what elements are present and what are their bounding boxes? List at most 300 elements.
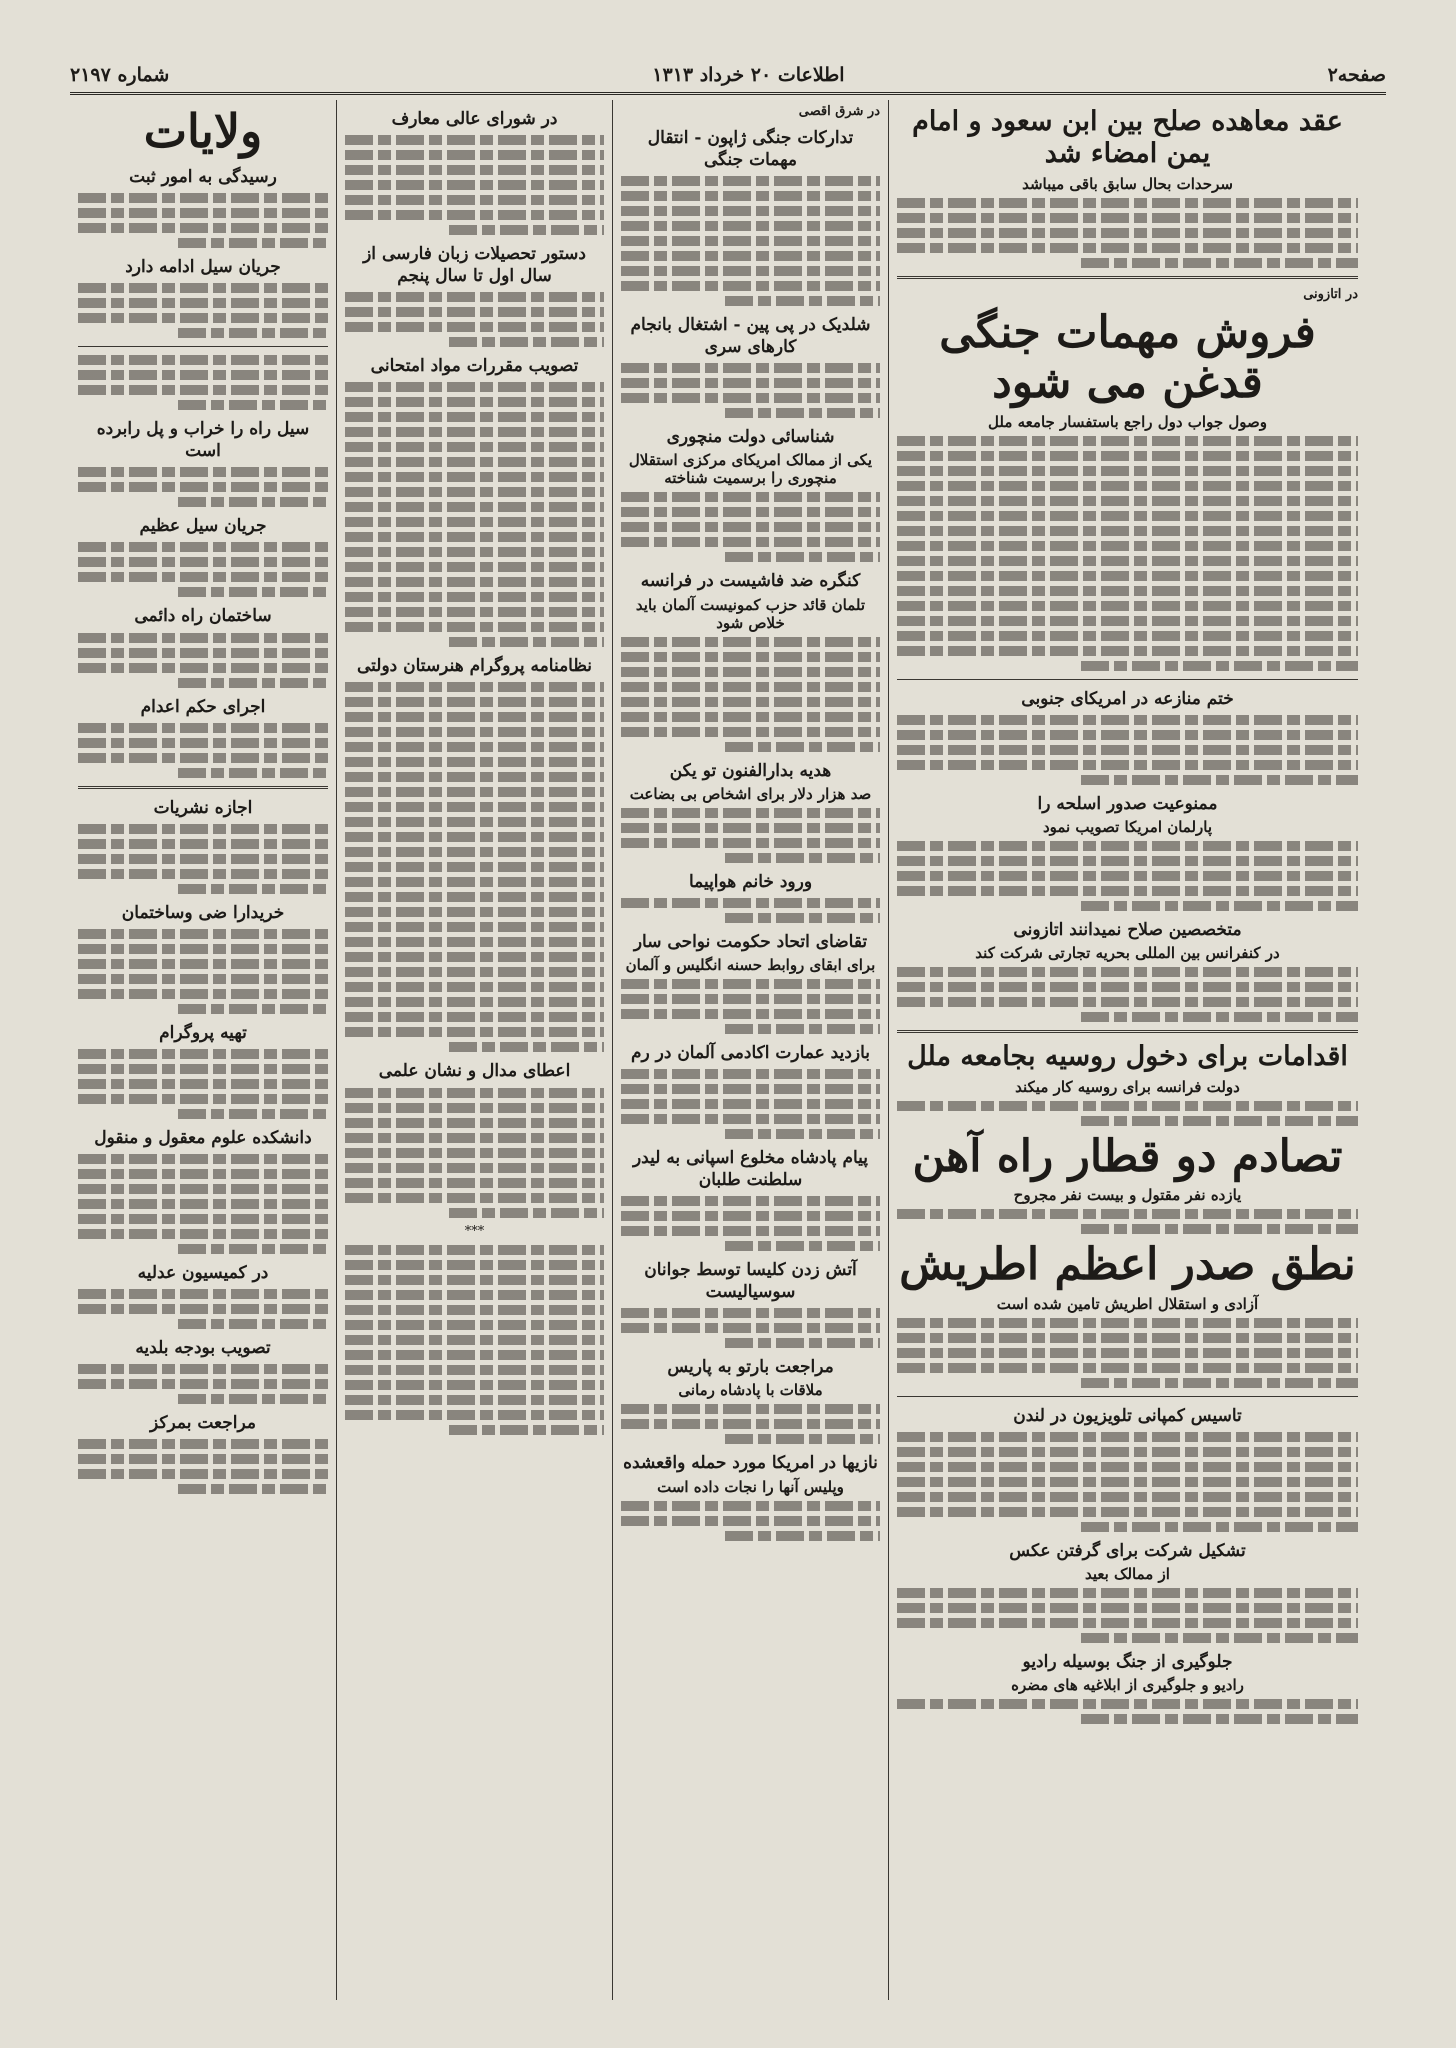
text-line xyxy=(897,997,1358,1007)
text-line xyxy=(621,1226,880,1236)
text-line xyxy=(897,1333,1358,1343)
text-line xyxy=(345,982,604,992)
text-line xyxy=(345,412,604,422)
text-line xyxy=(78,283,328,293)
text-line xyxy=(897,856,1358,866)
text-line xyxy=(345,1027,604,1037)
headline-nazis-america: نازیها در امریکا مورد حمله واقعشده xyxy=(623,1453,878,1474)
text-line xyxy=(78,467,328,477)
text-line xyxy=(78,723,328,733)
text-line xyxy=(345,1163,604,1173)
text-line xyxy=(78,648,328,658)
text-line xyxy=(78,572,328,582)
text-line xyxy=(78,1094,328,1104)
text-line xyxy=(178,400,328,410)
text-line xyxy=(725,296,880,306)
headline-persian-curriculum: دستور تحصیلات زبان فارسی از سال اول تا سال پنجم xyxy=(363,244,586,287)
text-line xyxy=(345,697,604,707)
text-line xyxy=(78,824,328,834)
headline-arms-export: ممنوعیت صدور اسلحه را xyxy=(1037,794,1218,815)
headline-south-america: ختم منازعه در امریکای جنوبی xyxy=(1021,688,1234,709)
text-line xyxy=(178,884,328,894)
text-line xyxy=(78,663,328,673)
text-line xyxy=(725,913,880,923)
headline-justice-commission: در کمیسیون عدلیه xyxy=(137,1263,269,1284)
text-line xyxy=(897,841,1358,851)
section-separator: *** xyxy=(464,1223,485,1239)
text-line xyxy=(897,496,1358,506)
headline-land-purchase: خریدارا ضی وساختمان xyxy=(121,902,285,923)
text-line xyxy=(621,363,880,373)
text-line xyxy=(178,1394,328,1404)
text-line xyxy=(725,552,880,562)
text-line xyxy=(725,742,880,752)
text-line xyxy=(1081,1378,1358,1388)
text-line xyxy=(621,281,880,291)
subhead-manchukuo: یکی از ممالک امریکای مرکزی استقلال منچوری را برسمیت شناخته xyxy=(628,451,873,488)
text-line xyxy=(621,1211,880,1221)
text-line xyxy=(78,974,328,984)
headline-execution: اجرای حکم اعدام xyxy=(140,696,266,717)
headline-municipal-budget: تصویب بودجه بلدیه xyxy=(135,1338,271,1359)
text-line xyxy=(78,557,328,567)
column-3 xyxy=(336,100,612,2000)
text-line xyxy=(897,1318,1358,1328)
text-line xyxy=(345,1275,604,1285)
text-line xyxy=(345,1178,604,1188)
headline-radio-war: جلوگیری از جنگ بوسیله رادیو xyxy=(1022,1652,1233,1673)
text-line xyxy=(345,517,604,527)
text-line xyxy=(345,1320,604,1330)
headline-rome-academy: بازدید عمارت اکادمی آلمان در رم xyxy=(630,1042,871,1063)
text-line xyxy=(345,862,604,872)
kicker-far-east: در شرق اقصی xyxy=(798,104,880,119)
subhead-arms-sales: وصول جواب دول راجع باستفسار جامعه ملل xyxy=(988,412,1267,431)
text-line xyxy=(621,697,880,707)
subhead-barthou: ملاقات با پادشاه رمانی xyxy=(678,1381,823,1400)
text-line xyxy=(78,1439,328,1449)
headline-permanent-road: ساختمان راه دائمی xyxy=(134,606,272,627)
text-line xyxy=(897,213,1358,223)
page-label: صفحه۲ xyxy=(1327,64,1386,86)
text-line xyxy=(621,1308,880,1318)
text-line xyxy=(897,631,1358,641)
text-line xyxy=(345,1133,604,1143)
text-line xyxy=(897,730,1358,740)
text-line xyxy=(345,1103,604,1113)
text-line xyxy=(178,587,328,597)
text-line xyxy=(621,1419,880,1429)
text-line xyxy=(345,502,604,512)
text-line xyxy=(78,1199,328,1209)
text-line xyxy=(621,492,880,502)
text-line xyxy=(345,135,604,145)
text-line xyxy=(78,1469,328,1479)
headline-return-capital: مراجعت بمرکز xyxy=(150,1413,256,1434)
text-line xyxy=(449,637,604,647)
text-line xyxy=(345,787,604,797)
text-line xyxy=(345,1148,604,1158)
headline-saudi-yemen: عقد معاهده صلح بین ابن سعود و امام یمن امضاء شد xyxy=(912,106,1343,170)
subhead-train-collision: یازده نفر مقتول و بیست نفر مجروح xyxy=(1013,1186,1242,1205)
text-line xyxy=(78,1064,328,1074)
subhead-nazis-america: وپلیس آنها را نجات داده است xyxy=(657,1477,844,1496)
text-line xyxy=(897,541,1358,551)
text-line xyxy=(345,997,604,1007)
text-line xyxy=(1081,1116,1358,1126)
headline-education-council: در شورای عالی معارف xyxy=(391,109,558,129)
text-line xyxy=(621,507,880,517)
text-line xyxy=(621,898,880,908)
text-line xyxy=(621,236,880,246)
text-line xyxy=(345,1410,604,1420)
text-line xyxy=(345,802,604,812)
text-line xyxy=(345,210,604,220)
text-line xyxy=(345,1118,604,1128)
text-line xyxy=(621,652,880,662)
paper-date: اطلاعات ۲۰ خرداد ۱۳۱۳ xyxy=(652,64,845,86)
text-line xyxy=(178,768,328,778)
text-line xyxy=(345,577,604,587)
text-line xyxy=(345,757,604,767)
text-line xyxy=(345,1395,604,1405)
text-line xyxy=(621,537,880,547)
text-line xyxy=(1081,258,1358,268)
text-line xyxy=(897,967,1358,977)
text-line xyxy=(621,378,880,388)
headline-manchukuo: شناسائی دولت منچوری xyxy=(666,427,835,448)
headline-church-fire: آتش زدن کلیسا توسط جوانان سوسیالیست xyxy=(644,1260,857,1303)
text-line xyxy=(1081,901,1358,911)
text-line xyxy=(345,427,604,437)
text-line xyxy=(621,221,880,231)
text-line xyxy=(621,1501,880,1511)
text-line xyxy=(345,292,604,302)
subhead-arms-export: پارلمان امریکا تصویب نمود xyxy=(1042,818,1213,837)
text-line xyxy=(897,228,1358,238)
headline-experts: متخصصین صلاح نمیدانند اتازونی xyxy=(1013,920,1242,941)
text-line xyxy=(897,1618,1358,1628)
text-line xyxy=(345,847,604,857)
text-line xyxy=(621,1516,880,1526)
subhead-saar: برای ابقای روابط حسنه انگلیس و آلمان xyxy=(625,955,876,974)
text-line xyxy=(621,191,880,201)
text-line xyxy=(621,838,880,848)
text-line xyxy=(78,1184,328,1194)
text-line xyxy=(621,206,880,216)
text-line xyxy=(178,1484,328,1494)
text-line xyxy=(897,481,1358,491)
text-line xyxy=(621,1114,880,1124)
divider xyxy=(897,1030,1358,1033)
text-line xyxy=(345,1350,604,1360)
text-line xyxy=(725,408,880,418)
text-line xyxy=(1081,775,1358,785)
text-line xyxy=(621,1084,880,1094)
issue-number: شماره ۲۱۹۷ xyxy=(70,64,170,86)
text-line xyxy=(345,1365,604,1375)
divider xyxy=(897,276,1358,279)
text-line xyxy=(1081,1224,1358,1234)
text-line xyxy=(621,979,880,989)
text-line xyxy=(345,442,604,452)
subhead-russia-league: دولت فرانسه برای روسیه کار میکند xyxy=(1015,1077,1240,1096)
text-line xyxy=(345,1290,604,1300)
headline-japan-arms: تدارکات جنگی ژاپون - انتقال مهمات جنگی xyxy=(647,128,854,171)
text-line xyxy=(621,712,880,722)
text-line xyxy=(78,753,328,763)
text-line xyxy=(621,251,880,261)
text-line xyxy=(345,1260,604,1270)
text-line xyxy=(345,532,604,542)
text-line xyxy=(897,1507,1358,1517)
divider xyxy=(78,346,328,347)
subhead-austria-speech: آزادی و استقلال اطریش تامین شده است xyxy=(996,1294,1259,1313)
text-line xyxy=(345,322,604,332)
text-line xyxy=(78,1229,328,1239)
text-line xyxy=(78,929,328,939)
kicker-usa: در اتازونی xyxy=(1303,286,1358,302)
text-line xyxy=(345,195,604,205)
text-line xyxy=(78,1214,328,1224)
headline-exam-rules: تصویب مقررات مواد امتحانی xyxy=(370,356,579,377)
text-line xyxy=(345,607,604,617)
text-line xyxy=(897,886,1358,896)
column-1 xyxy=(888,100,1366,2000)
text-line xyxy=(449,337,604,347)
text-line xyxy=(897,1462,1358,1472)
text-line xyxy=(897,1447,1358,1457)
text-line xyxy=(897,526,1358,536)
section-title-provinces: ولایات xyxy=(143,104,263,158)
text-line xyxy=(78,1049,328,1059)
headline-antifascist: کنگره ضد فاشیست در فرانسه xyxy=(640,571,861,592)
text-line xyxy=(725,1434,880,1444)
text-line xyxy=(621,266,880,276)
headline-spain-king: پیام پادشاه مخلوع اسپانی به لیدر سلطنت طلبان xyxy=(632,1147,869,1191)
subhead-radio-war: رادیو و جلوگیری از ابلاغیه های مضره xyxy=(1011,1676,1244,1695)
text-line xyxy=(621,176,880,186)
text-line xyxy=(621,994,880,1004)
text-line xyxy=(178,1319,328,1329)
text-line xyxy=(1081,1012,1358,1022)
text-line xyxy=(621,393,880,403)
text-line xyxy=(621,637,880,647)
subhead-antifascist: تلمان قائد حزب کمونیست آلمان باید خلاص شود xyxy=(635,595,866,632)
text-line xyxy=(897,198,1358,208)
text-line xyxy=(78,313,328,323)
text-line xyxy=(897,451,1358,461)
headline-saar: تقاضای اتحاد حکومت نواحی سار xyxy=(633,931,868,952)
text-line xyxy=(345,457,604,467)
text-line xyxy=(1081,661,1358,671)
text-line xyxy=(897,760,1358,770)
text-line xyxy=(78,193,328,203)
text-line xyxy=(345,1193,604,1203)
headline-television: تاسیس کمپانی تلویزیون در لندن xyxy=(1013,1405,1242,1426)
text-line xyxy=(621,1069,880,1079)
text-line xyxy=(345,592,604,602)
text-line xyxy=(345,1245,604,1255)
text-line xyxy=(725,1241,880,1251)
text-line xyxy=(621,808,880,818)
text-line xyxy=(345,922,604,932)
text-line xyxy=(345,727,604,737)
text-line xyxy=(345,952,604,962)
text-line xyxy=(897,1101,1358,1111)
text-line xyxy=(345,967,604,977)
divider xyxy=(897,1396,1358,1397)
text-line xyxy=(449,1042,604,1052)
text-line xyxy=(178,1109,328,1119)
text-line xyxy=(345,682,604,692)
text-line xyxy=(178,1244,328,1254)
text-line xyxy=(725,1531,880,1541)
text-line xyxy=(78,482,328,492)
text-line xyxy=(897,1363,1358,1373)
headline-arms-sales: فروش مهمات جنگی قدغن می شود xyxy=(939,306,1316,409)
headline-art-school: نظامنامه پروگرام هنرستان دولتی xyxy=(356,656,593,677)
subhead-photo-company: از ممالک بعید xyxy=(1085,1565,1170,1584)
text-line xyxy=(345,397,604,407)
headline-aviatrix: ورود خانم هواپیما xyxy=(688,871,813,892)
text-line xyxy=(345,1380,604,1390)
subhead-saudi-yemen: سرحدات بحال سابق باقی میباشد xyxy=(1022,174,1233,193)
text-line xyxy=(345,622,604,632)
text-line xyxy=(897,1699,1358,1709)
subhead-experts: در کنفرانس بین المللی بحریه تجارتی شرکت کند xyxy=(975,944,1280,963)
text-line xyxy=(449,225,604,235)
headline-peiping: شلدیک در پی پین - اشتغال بانجام کارهای سری xyxy=(630,315,871,358)
text-line xyxy=(78,385,328,395)
headline-barthou: مراجعت بارتو به پاریس xyxy=(667,1357,834,1378)
text-line xyxy=(178,678,328,688)
text-line xyxy=(345,877,604,887)
text-line xyxy=(1081,1714,1358,1724)
text-line xyxy=(345,562,604,572)
headline-great-flood: جریان سیل عظیم xyxy=(139,516,267,537)
text-line xyxy=(345,1305,604,1315)
text-line xyxy=(897,601,1358,611)
text-line xyxy=(78,1154,328,1164)
text-line xyxy=(1081,1633,1358,1643)
divider xyxy=(78,786,328,789)
text-line xyxy=(78,1379,328,1389)
text-line xyxy=(345,1088,604,1098)
text-line xyxy=(897,586,1358,596)
text-line xyxy=(621,1099,880,1109)
text-line xyxy=(78,944,328,954)
headline-science-medal: اعطای مدال و نشان علمی xyxy=(378,1061,571,1082)
text-line xyxy=(345,817,604,827)
text-line xyxy=(178,328,328,338)
text-line xyxy=(897,436,1358,446)
text-line xyxy=(345,487,604,497)
headline-theology-faculty: دانشکده علوم معقول و منقول xyxy=(94,1127,312,1148)
text-line xyxy=(78,223,328,233)
text-line xyxy=(78,869,328,879)
text-line xyxy=(345,1335,604,1345)
text-line xyxy=(897,571,1358,581)
text-line xyxy=(897,1432,1358,1442)
column-2 xyxy=(612,100,888,2000)
text-line xyxy=(78,839,328,849)
headline-tokyo-gift: هدیه بدارالفنون تو یکن xyxy=(669,760,832,781)
text-line xyxy=(78,355,328,365)
headline-austria-speech: نطق صدر اعظم اطریش xyxy=(899,1239,1356,1291)
subhead-tokyo-gift: صد هزار دلار برای اشخاص بی بضاعت xyxy=(629,784,872,803)
text-line xyxy=(78,633,328,643)
text-line xyxy=(1081,1522,1358,1532)
text-line xyxy=(78,738,328,748)
text-line xyxy=(897,1477,1358,1487)
text-line xyxy=(621,682,880,692)
text-line xyxy=(897,646,1358,656)
text-line xyxy=(78,854,328,864)
text-line xyxy=(345,547,604,557)
text-line xyxy=(621,1323,880,1333)
text-line xyxy=(345,472,604,482)
text-line xyxy=(78,1304,328,1314)
text-line xyxy=(78,208,328,218)
text-line xyxy=(345,150,604,160)
text-line xyxy=(449,1208,604,1218)
text-line xyxy=(897,1348,1358,1358)
text-line xyxy=(178,1004,328,1014)
text-line xyxy=(897,982,1358,992)
text-line xyxy=(78,370,328,380)
text-line xyxy=(725,853,880,863)
text-line xyxy=(345,742,604,752)
text-line xyxy=(897,715,1358,725)
text-line xyxy=(345,832,604,842)
text-line xyxy=(621,667,880,677)
text-line xyxy=(78,989,328,999)
text-line xyxy=(345,907,604,917)
text-line xyxy=(725,1024,880,1034)
headline-registry: رسیدگی به امور ثبت xyxy=(129,167,277,187)
text-line xyxy=(345,1012,604,1022)
text-line xyxy=(78,1289,328,1299)
text-line xyxy=(78,959,328,969)
divider xyxy=(897,679,1358,680)
headline-photo-company: تشکیل شرکت برای گرفتن عکس xyxy=(1009,1540,1246,1561)
headline-train-collision: تصادم دو قطار راه آهن xyxy=(912,1130,1343,1182)
headline-publications: اجازه نشریات xyxy=(153,797,253,818)
text-line xyxy=(897,511,1358,521)
text-line xyxy=(897,871,1358,881)
text-line xyxy=(345,180,604,190)
headline-flood-continues: جریان سیل ادامه دارد xyxy=(125,257,281,278)
text-line xyxy=(178,238,328,248)
text-line xyxy=(897,243,1358,253)
text-line xyxy=(345,165,604,175)
text-line xyxy=(345,712,604,722)
text-line xyxy=(621,727,880,737)
text-line xyxy=(345,382,604,392)
text-line xyxy=(897,1603,1358,1613)
text-line xyxy=(621,823,880,833)
text-line xyxy=(897,1492,1358,1502)
text-line xyxy=(345,772,604,782)
text-line xyxy=(897,1209,1358,1219)
text-line xyxy=(725,1129,880,1139)
text-line xyxy=(725,1338,880,1348)
text-line xyxy=(78,1364,328,1374)
text-line xyxy=(78,1079,328,1089)
text-line xyxy=(897,466,1358,476)
text-line xyxy=(449,1425,604,1435)
